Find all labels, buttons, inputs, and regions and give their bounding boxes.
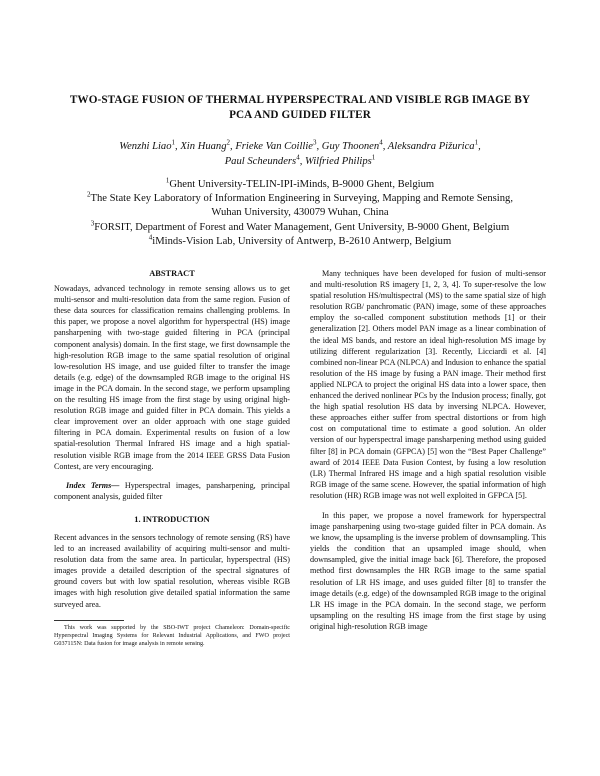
affiliation-line	[40, 221, 560, 235]
abstract-text: Nowadays, advanced technology in remote sensing allows us to get multi-sensor and multi-resolution data from the same region. Fusion of these data sources for classification remains challenging problems. In this paper, we propose a novel algorithm for hyperspectral (HS) image pansharpening with two-stage guided filtering in PCA (principal component analysis) domain. In the first stage, we first downsample the high-resolution RGB image to the same spatial resolution of original low-resolution HS image, and use guided filter to transfer the image details (e.g. edge) of the downsampled RGB image to the original HS image in the PCA domain. In the second stage, we perform upsampling on the resulting HS image from the first stage by using original high-resolution RGB image and guided filter in PCA domain. This yields a clear improvement over an older approach with one stage guided filtering in PCA domain. Experimental results on fusion of a low spatial-resolution Thermal Infrared HS image and a high spatial-resolution visible RGB image from the 2014 IEEE GRSS Data Fusion Contest, are very encouraging.	[54, 284, 290, 471]
author-affiliation-mark: 3	[313, 138, 317, 147]
title-line: TWO-STAGE FUSION OF THERMAL HYPERSPECTRAL AND VISIBLE RGB IMAGE BY	[69, 94, 531, 106]
left-column	[54, 268, 290, 648]
affiliation-mark: 2	[87, 190, 91, 199]
author-name: Paul Scheunders	[224, 155, 297, 167]
author-name: Aleksandra Pižurica	[387, 141, 475, 152]
affiliation-text: FORSIT, Department of Forest and Water Management, Gent University, B-9000 Ghent, Belgium	[94, 221, 510, 233]
affiliation-mark: 3	[90, 219, 95, 228]
affiliation-text: iMinds-Vision Lab, University of Antwerp, B-2610 Antwerp, Belgium	[152, 235, 452, 247]
author-affiliation-mark: 4	[379, 138, 383, 147]
affiliation-line	[40, 235, 560, 249]
introduction-heading: 1. INTRODUCTION	[134, 514, 210, 524]
index-terms-label: Index Terms—	[66, 480, 120, 490]
body-paragraph: Many techniques have been developed for fusion of multi-sensor and multi-resolution RS imagery [1, 2, 3, 4]. To super-resolve the low spatial resolution HS/multispectral (MS) to the same spatial size of high resolution RGB/ panchromatic (PAN) image, some of these approaches employ the so-called component substitution methods [1] or their generalization [2]. Others model PAN image as a linear combination of the ideal MS bands, and restore an ideal high-resolution MS image by utilizing different regularization [3]. Recently, Licciardi et al. [4] combined non-linear PCA (NLPCA) and Indusion to enhance the spatial resolution of the HS image by fusing a PAN image. Their method first applied NLPCA to project the original HS data into a lower space, then enhanced the derived nonlinear PCs by the Indusion process; finally, got the high spatial resolution HS data by inversing NLPCA. However, these approaches either suffer from spectral distortions or from high cost on computational time to estimate a good solution. An older version of our hyperspectral image pansharpening method using guided filter [8] in PCA domain (GFPCA) [5] won the “Best Paper Challenge” award of 2014 IEEE Data Fusion Contest, by fusing a low resolution (LR) Thermal Infrared HS image and a high spatial resolution visible RGB image of the same scene. However, the spatial information of high resolution (HR) RGB image was not well exploited in GFPCA [5].	[310, 269, 546, 500]
affiliation-line	[40, 192, 560, 206]
index-terms-text: Hyperspectral images, pansharpening, principal component analysis, guided filter	[54, 480, 290, 501]
author-affiliation-mark: 1	[171, 138, 176, 147]
affiliation-line	[40, 206, 560, 220]
author-affiliation-mark: 1	[371, 152, 376, 161]
author-name: Frieke Van Coillie	[235, 141, 313, 152]
affiliation-line	[40, 178, 560, 192]
abstract-heading: ABSTRACT	[149, 269, 195, 278]
affiliation-list	[40, 178, 560, 249]
index-terms	[54, 480, 290, 502]
author-list: Wenzhi Liao$^1$, Xin Huang$^2$, Frieke Van Coillie$^3$, Guy Thoonen$^4$, Aleksandra Pižurica$^1$, Paul Scheunders$^4$, Wilfried Philips$^1$	[119, 138, 481, 167]
right-column	[310, 268, 546, 632]
affiliation-text: The State Key Laboratory of Information Engineering in Surveying, Mapping and Remote Sensing,	[90, 193, 513, 205]
author-affiliation-mark: 1	[474, 138, 479, 147]
affiliation-text: Wuhan University, 430079 Wuhan, China	[211, 207, 389, 219]
author-name: Xin Huang	[180, 141, 227, 152]
author-name: Wilfried Philips	[304, 155, 372, 167]
paper-title	[60, 93, 540, 123]
introduction-text: Recent advances in the sensors technology of remote sensing (RS) have led to an increased availability of acquiring multi-sensor and multi-resolution data from the same area. In particular, hyperspectral (HS) images provide a detailed description of the spectral signatures of ground covers but with low spatial resolution, whereas visible RGB images with high resolution give detailed spatial information the same surveyed area.	[54, 532, 290, 609]
author-affiliation-mark: 2	[226, 138, 231, 147]
paragraph-gap	[310, 501, 546, 510]
title-line: PCA AND GUIDED FILTER	[229, 109, 371, 121]
author-name: Wenzhi Liao	[119, 141, 172, 152]
author-name: Guy Thoonen	[321, 141, 380, 152]
footnote-rule	[54, 620, 124, 621]
affiliation-text: Ghent University-TELIN-IPI-iMinds, B-9000 Ghent, Belgium	[169, 179, 435, 190]
affiliation-mark: 1	[165, 176, 170, 185]
body-paragraph: In this paper, we propose a novel framework for hyperspectral image pansharpening using two-stage guided filter in PCA domain. As we know, the upsampling is the inverse problem of downsampling. This yields the condition that an upsampled image should, when downsampled, give the initial image back [6]. Therefore, the proposed method first downsamples the HR RGB image to the same spatial resolution of LR HS image, and uses guided filter [8] to transfer the image details (e.g. edge) of the downsampled RGB image to the original LR HS image in the PCA domain. In the second stage, we perform upsampling on the resulting HS image from the first stage by using original high-resolution RGB image	[310, 510, 546, 631]
author-affiliation-mark: 4	[296, 152, 300, 161]
footnote: This work was supported by the SBO-IWT project Chameleon: Domain-specific Hyperspectral Imaging Systems for Relevant Industrial Applications, and FWO project G037115N: Data fusion for image analysis in remote sensing.	[54, 624, 290, 647]
affiliation-mark: 4	[148, 233, 153, 242]
